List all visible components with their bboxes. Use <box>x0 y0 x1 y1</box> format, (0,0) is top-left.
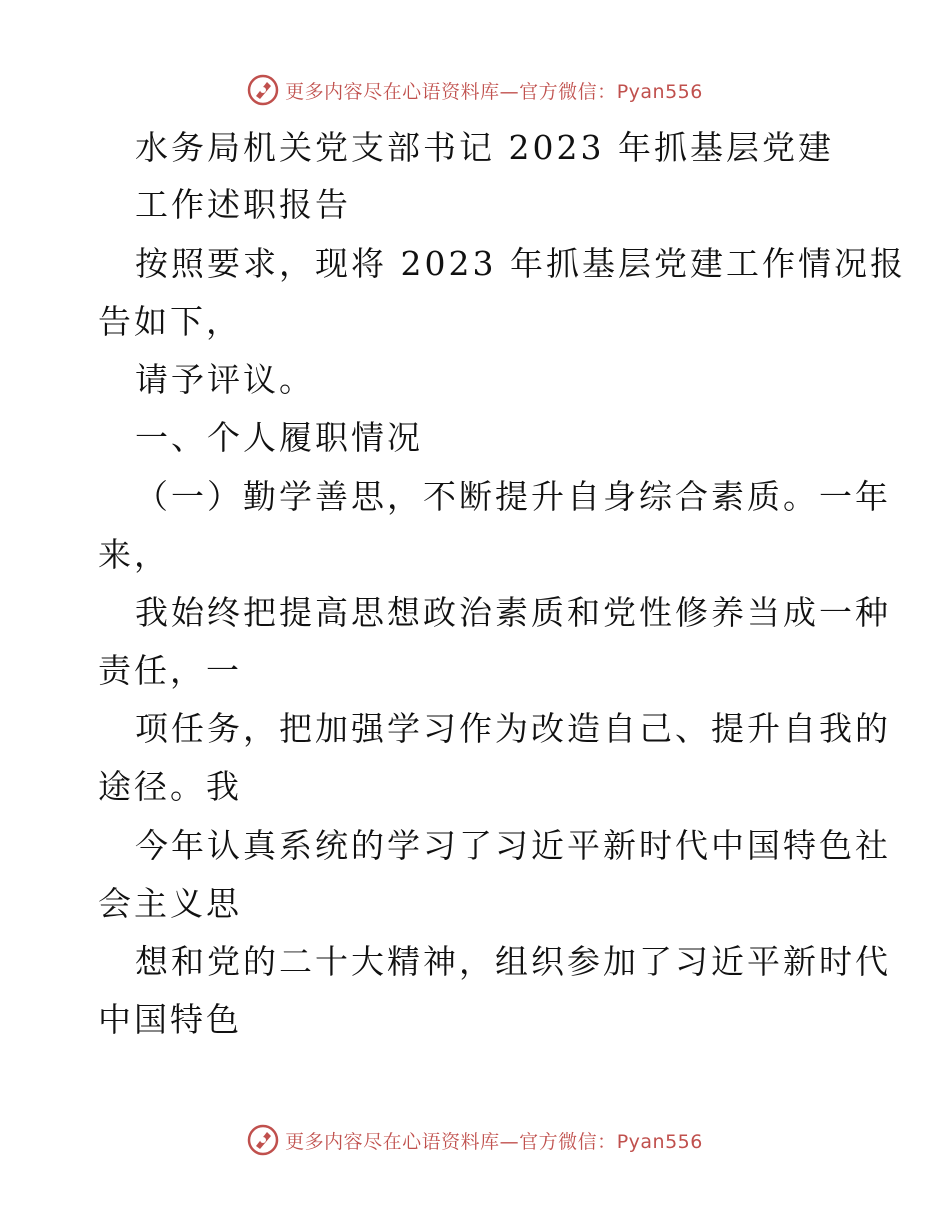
watermark-text <box>285 1127 703 1154</box>
watermark-site: 更多内容尽在心语资料库 <box>285 1130 500 1153</box>
footer-watermark <box>0 1120 950 1160</box>
paragraph-line: 我始终把提高思想政治素质和党性修养当成一种 <box>135 593 891 632</box>
paragraph-line: 按照要求，现将 2023 年抓基层党建工作情况报 <box>135 244 906 283</box>
section-heading: 一、个人履职情况 <box>135 418 423 457</box>
seal-logo-icon <box>247 1124 279 1156</box>
paragraph-line: 今年认真系统的学习了习近平新时代中国特色社 <box>135 826 891 865</box>
watermark-site: 更多内容尽在心语资料库 <box>285 80 500 103</box>
watermark-wechat-label: 官方微信： <box>519 1130 617 1153</box>
watermark-wechat-id: Pyan556 <box>616 80 703 103</box>
seal-logo-icon <box>247 74 279 106</box>
subsection-heading: （一）勤学善思，不断提升自身综合素质。一年 <box>135 477 891 516</box>
header-watermark <box>0 70 950 110</box>
paragraph-line: 会主义思 <box>98 884 242 923</box>
paragraph-line: 来， <box>98 535 170 574</box>
paragraph-line: 中国特色 <box>98 1000 242 1039</box>
paragraph-line: 项任务，把加强学习作为改造自己、提升自我的 <box>135 709 891 748</box>
watermark-separator: — <box>499 1130 520 1153</box>
watermark-text <box>285 77 703 104</box>
watermark-separator: — <box>499 80 520 103</box>
paragraph-line: 途径。我 <box>98 767 242 806</box>
paragraph-line: 请予评议。 <box>135 360 315 399</box>
document-title-line-2: 工作述职报告 <box>135 185 351 224</box>
document-title-line-1: 水务局机关党支部书记 2023 年抓基层党建 <box>135 128 834 167</box>
paragraph-line: 责任，一 <box>98 651 242 690</box>
paragraph-line: 想和党的二十大精神，组织参加了习近平新时代 <box>135 942 891 981</box>
watermark-wechat-id: Pyan556 <box>616 1130 703 1153</box>
paragraph-line: 告如下， <box>98 302 242 341</box>
watermark-wechat-label: 官方微信： <box>519 80 617 103</box>
